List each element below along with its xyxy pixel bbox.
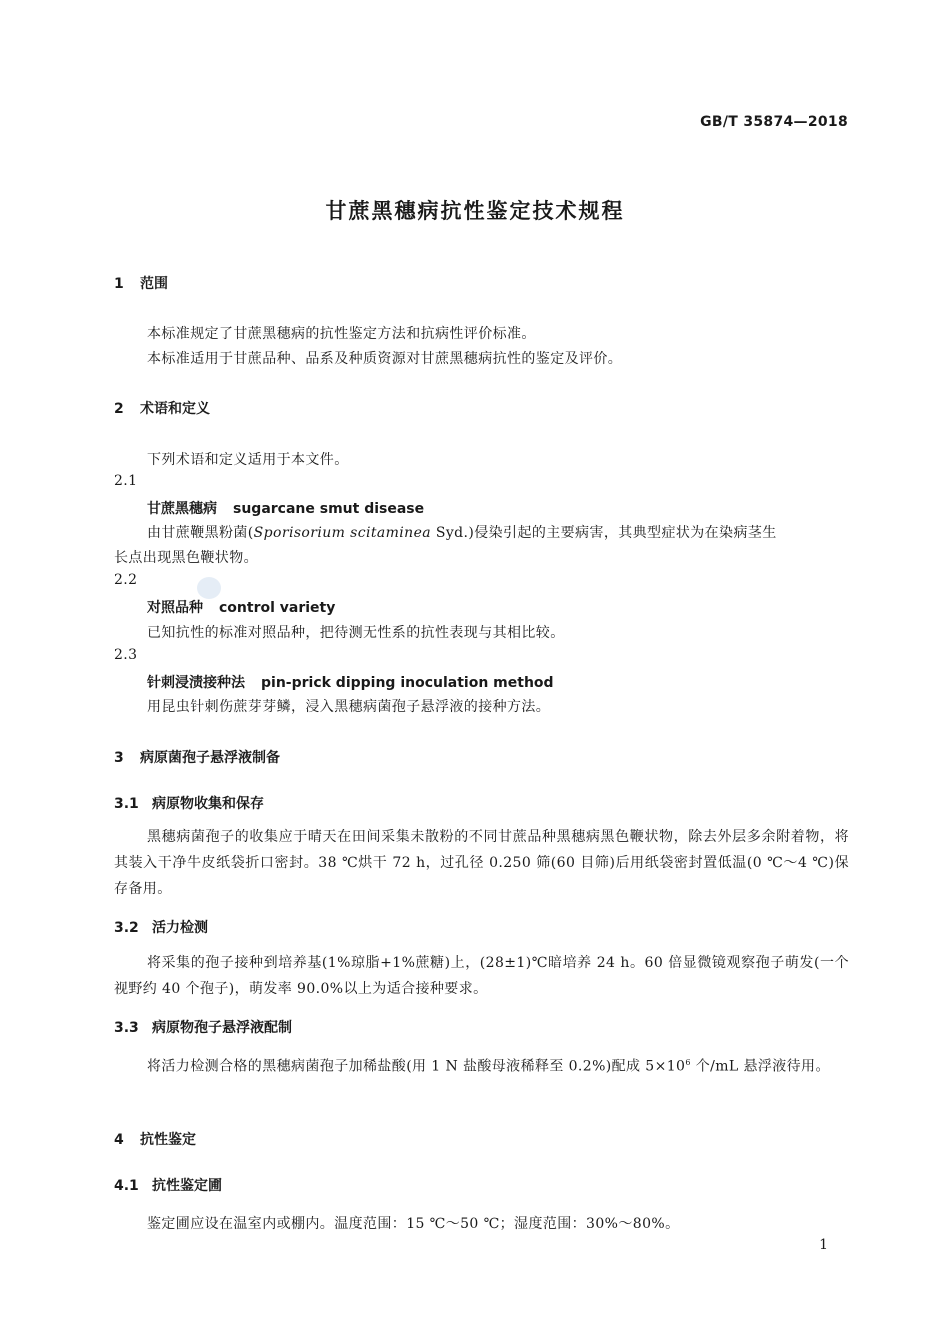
exponent: 6 (685, 1058, 691, 1067)
paragraph-text: 个/mL 悬浮液待用。 (690, 1058, 830, 1075)
term-number: 2.1 (114, 473, 138, 489)
term-definition: 已知抗性的标准对照品种，把待测无性系的抗性表现与其相比较。 (147, 625, 565, 641)
section-1-heading (114, 273, 168, 293)
term-title (147, 672, 554, 692)
term-title (147, 597, 335, 617)
subsection-title: 抗性鉴定圃 (152, 1178, 222, 1194)
section-title: 术语和定义 (140, 401, 210, 417)
term-number: 2.3 (114, 647, 138, 663)
term-english: control variety (219, 600, 336, 616)
paragraph: 黑穗病菌孢子的收集应于晴天在田间采集未散粉的不同甘蔗品种黑穗病黑色鞭状物，除去外层多余附着物，将其装入干净牛皮纸袋折口密封。38 ℃烘干 72 h，过孔径 0.250 筛(60 目筛)后用纸袋密封置低温(0 ℃～4 ℃)保存备用。 (114, 829, 849, 897)
subsection-number: 3.2 (114, 920, 139, 936)
term-english: pin-prick dipping inoculation method (261, 675, 554, 691)
subsection-number: 3.1 (114, 796, 139, 812)
section-number: 3 (114, 750, 124, 766)
paragraph: 本标准适用于甘蔗品种、品系及种质资源对甘蔗黑穗病抗性的鉴定及评价。 (147, 351, 623, 367)
term-chinese: 针刺浸渍接种法 (147, 675, 245, 691)
term-definition-cont: 长点出现黑色鞭状物。 (114, 550, 258, 566)
subsection-number: 4.1 (114, 1178, 139, 1194)
watermark-logo (197, 577, 221, 599)
section-title: 病原菌孢子悬浮液制备 (140, 750, 280, 766)
section-number: 1 (114, 276, 124, 292)
paragraph: 将采集的孢子接种到培养基(1%琼脂+1%蔗糖)上，(28±1)℃暗培养 24 h。60 倍显微镜观察孢子萌发(一个视野约 40 个孢子)，萌发率 90.0%以上为适合接种要求。 (114, 955, 849, 997)
section-number: 4 (114, 1132, 124, 1148)
section-3-heading (114, 747, 280, 767)
section-number: 2 (114, 401, 124, 417)
paragraph: 下列术语和定义适用于本文件。 (147, 452, 349, 468)
paragraph-text: 将活力检测合格的黑穗病菌孢子加稀盐酸(用 1 N 盐酸母液稀释至 0.2%)配成 5×10 (147, 1058, 686, 1075)
standard-number: GB/T 35874—2018 (700, 114, 848, 130)
paragraph: 鉴定圃应设在温室内或棚内。温度范围：15 ℃～50 ℃；湿度范围：30%～80%。 (147, 1216, 680, 1232)
subsection-title: 病原物收集和保存 (152, 796, 264, 812)
definition-text: 由甘蔗鞭黑粉菌( (147, 525, 254, 541)
term-english: sugarcane smut disease (233, 501, 425, 517)
term-number: 2.2 (114, 572, 138, 588)
page-number: 1 (819, 1237, 828, 1253)
subsection-4-1-heading (114, 1175, 222, 1195)
species-name: Sporisorium scitaminea (253, 525, 432, 541)
subsection-number: 3.3 (114, 1020, 139, 1036)
subsection-title: 活力检测 (152, 920, 208, 936)
section-title: 抗性鉴定 (140, 1132, 196, 1148)
term-chinese: 对照品种 (147, 600, 203, 616)
term-definition (147, 522, 777, 542)
term-definition: 用昆虫针刺伤蔗芽芽鳞，浸入黑穗病菌孢子悬浮液的接种方法。 (147, 699, 551, 715)
subsection-3-2-heading (114, 917, 208, 937)
paragraph: 本标准规定了甘蔗黑穗病的抗性鉴定方法和抗病性评价标准。 (147, 326, 536, 342)
paragraph (114, 1050, 849, 1080)
definition-text: Syd.)侵染引起的主要病害，其典型症状为在染病茎生 (431, 525, 777, 541)
subsection-3-3-heading (114, 1017, 292, 1037)
subsection-title: 病原物孢子悬浮液配制 (152, 1020, 292, 1036)
section-4-heading (114, 1129, 196, 1149)
section-2-heading (114, 398, 210, 418)
page-title: 甘蔗黑穗病抗性鉴定技术规程 (325, 199, 625, 223)
term-title (147, 498, 424, 518)
subsection-3-1-heading (114, 793, 264, 813)
term-chinese: 甘蔗黑穗病 (147, 501, 217, 517)
section-title: 范围 (140, 276, 168, 292)
